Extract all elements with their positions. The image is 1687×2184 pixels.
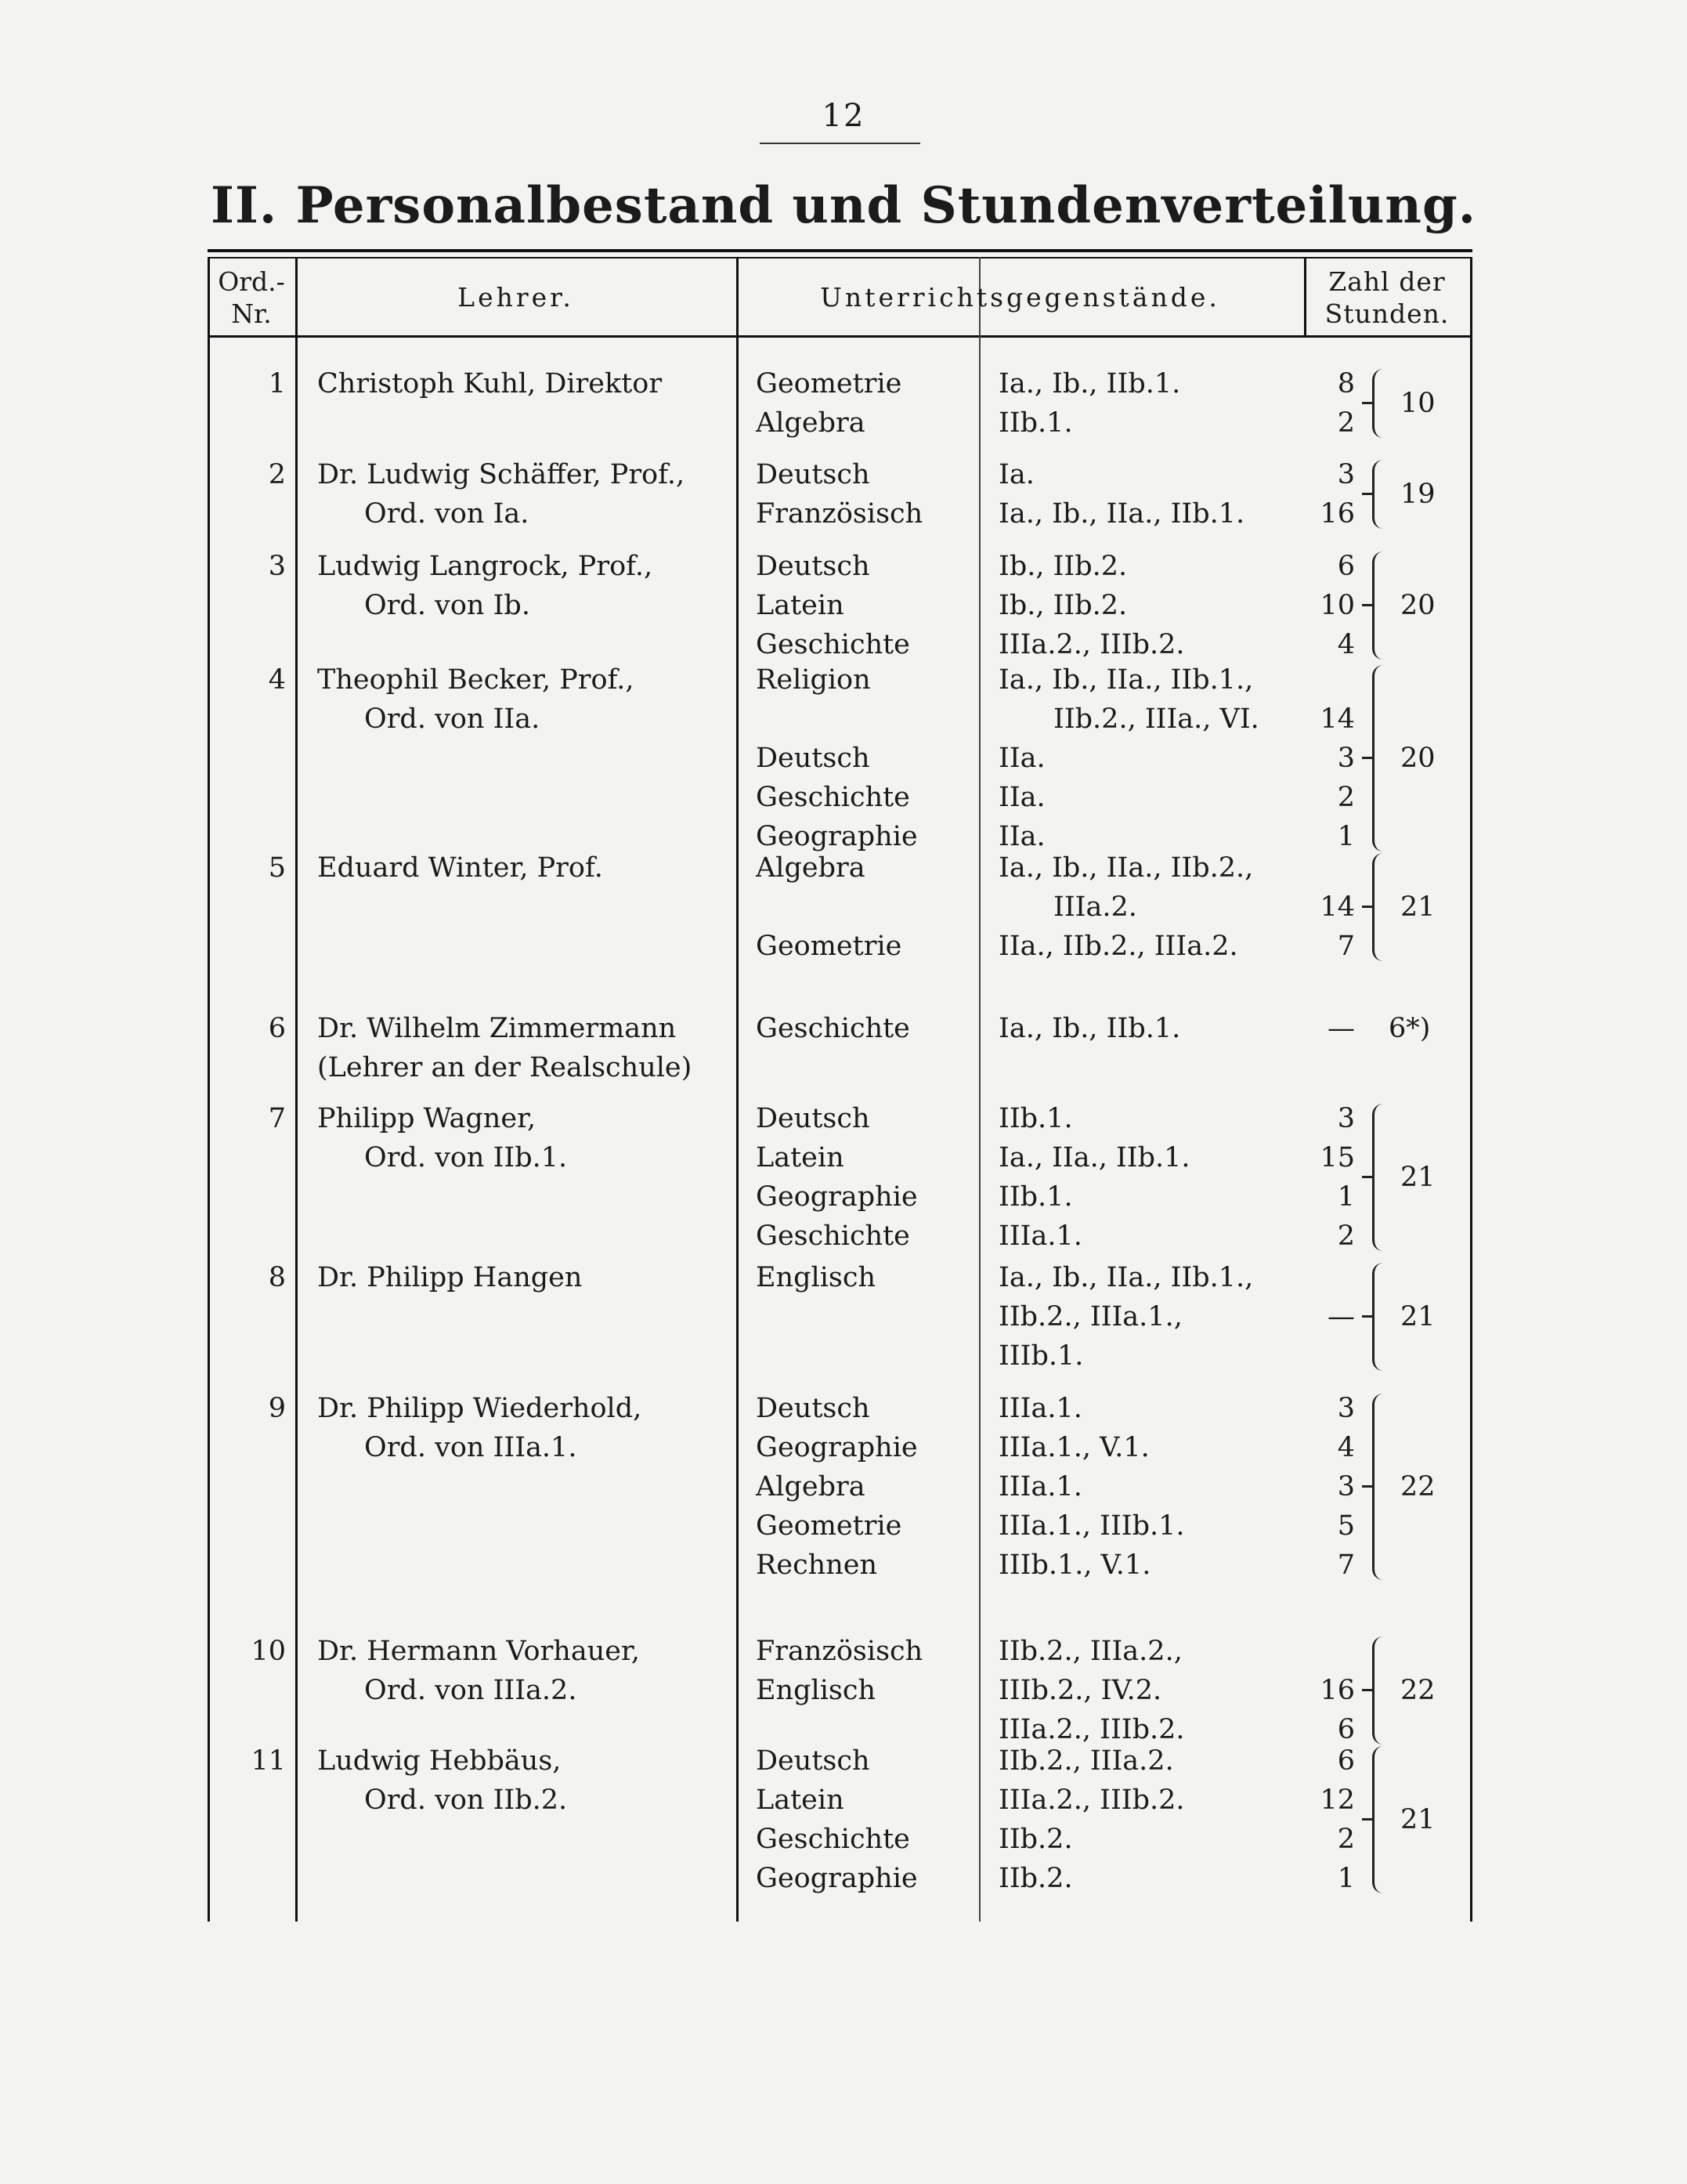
hours-value: 7 [1337, 1549, 1355, 1581]
header-hours-line1: Zahl der [1328, 266, 1446, 297]
subject-name: Geographie [756, 1863, 918, 1894]
hours-brace [1372, 1394, 1390, 1580]
subject-name: Englisch [756, 1675, 876, 1706]
classes-cell [999, 1389, 1328, 1585]
class-list: Ia., Ib., IIa., IIb.1. [999, 498, 1245, 530]
hours-value: 12 [1320, 1784, 1355, 1816]
class-list: Ia., IIa., IIb.1. [999, 1142, 1190, 1173]
hours-brace [1372, 1746, 1390, 1893]
row-number [208, 1009, 286, 1048]
hours-value: 3 [1337, 743, 1355, 774]
hours-value: 16 [1320, 498, 1355, 530]
classes-cell [999, 1632, 1328, 1749]
header-teacher: Lehrer. [457, 282, 574, 313]
hours-brace [1372, 369, 1390, 438]
subject-name: Geschichte [756, 1220, 910, 1252]
class-list: Ia. [999, 459, 1035, 490]
staff-table [208, 249, 1472, 1922]
table-row [208, 1009, 1472, 1087]
subject-name [756, 888, 991, 927]
hours-cell [1288, 1258, 1355, 1376]
classes-cell [999, 547, 1328, 664]
subject-name: Geschichte [756, 782, 910, 813]
subject-name: Geometrie [756, 1510, 902, 1542]
class-list: IIIa.1. [999, 1220, 1082, 1252]
subject-name: Latein [756, 1784, 844, 1816]
hours-brace [1372, 1636, 1390, 1745]
hours-brace [1372, 665, 1390, 852]
subject-name: Geschichte [756, 1013, 910, 1044]
subject-cell [756, 1099, 991, 1256]
total-hours: 19 [1400, 479, 1436, 510]
subject-cell [756, 1258, 991, 1297]
subject-cell [756, 848, 991, 966]
hours-value: — [1328, 1301, 1355, 1332]
teacher-name: Ludwig Hebbäus, [317, 1745, 562, 1777]
row-number-text: 5 [268, 852, 286, 884]
class-list: IIIa.2., IIIb.2. [999, 1714, 1185, 1745]
subject-name: Deutsch [756, 1393, 870, 1424]
class-list: Ib., IIb.2. [999, 551, 1128, 582]
teacher-role: Ord. von IIa. [364, 703, 540, 735]
table-row [208, 1389, 1472, 1585]
subject-name: Deutsch [756, 1103, 870, 1134]
row-number [208, 1741, 286, 1781]
hours-cell [1288, 1389, 1355, 1585]
total-hours: 10 [1400, 388, 1436, 419]
hours-value [1288, 848, 1355, 888]
classes-cell [999, 455, 1328, 533]
subject-name: Latein [756, 590, 844, 621]
subject-name: Geschichte [756, 629, 910, 660]
hours-value [1288, 1336, 1355, 1376]
subject-name: Algebra [756, 852, 865, 884]
subject-name: Geometrie [756, 931, 902, 962]
row-number [208, 660, 286, 700]
teacher-role: Ord. von Ia. [364, 498, 529, 530]
class-list: IIb.1. [999, 1103, 1073, 1134]
hours-cell [1288, 1009, 1355, 1048]
teacher-role: (Lehrer an der Realschule) [317, 1052, 692, 1083]
teacher-role: Ord. von Ib. [364, 590, 530, 621]
class-list: IIb.1. [999, 407, 1073, 439]
class-list: IIa., IIb.2., IIIa.2. [999, 931, 1238, 962]
class-list: Ib., IIb.2. [999, 590, 1128, 621]
hours-value: 4 [1337, 629, 1355, 660]
classes-cell [999, 1009, 1328, 1048]
class-list: Ia., Ib., IIa., IIb.1., [999, 664, 1254, 696]
class-list: IIIb.2., IV.2. [999, 1675, 1162, 1706]
teacher-role: Ord. von IIb.2. [364, 1784, 568, 1816]
teacher-name: Theophil Becker, Prof., [317, 664, 634, 696]
row-number-text: 11 [251, 1745, 286, 1777]
row-number [208, 1632, 286, 1671]
classes-cell [999, 660, 1328, 856]
teacher-name: Dr. Wilhelm Zimmermann [317, 1013, 677, 1044]
class-list: IIa. [999, 782, 1046, 813]
class-list: Ia., Ib., IIa., IIb.1., [999, 1262, 1254, 1293]
header-nr-line1: Ord.- [218, 266, 285, 297]
row-number [208, 1099, 286, 1138]
row-number-text: 2 [268, 459, 286, 490]
class-list: IIa. [999, 821, 1046, 852]
subject-name: Geographie [756, 1181, 918, 1213]
table-row [208, 547, 1472, 664]
hours-value: 8 [1337, 368, 1355, 400]
class-list: Ia., Ib., IIb.1. [999, 1013, 1181, 1044]
total-hours: 20 [1400, 590, 1436, 621]
hours-value: 2 [1337, 407, 1355, 439]
hours-value: 6 [1337, 551, 1355, 582]
subject-name: Geometrie [756, 368, 902, 400]
total-hours: 21 [1400, 1162, 1436, 1193]
class-list: IIb.2., IIIa.1., [999, 1301, 1183, 1332]
hours-value [1288, 1632, 1355, 1671]
hours-cell [1288, 364, 1355, 443]
row-number-text: 10 [251, 1636, 286, 1667]
total-hours: 21 [1400, 1804, 1436, 1835]
total-hours-note: 6*) [1389, 1013, 1431, 1044]
hours-brace [1372, 551, 1390, 660]
hours-brace [1372, 853, 1390, 961]
total-hours: 22 [1400, 1675, 1436, 1706]
hours-value: — [1328, 1013, 1355, 1044]
subject-name: Religion [756, 664, 871, 696]
class-list: IIb.2. [999, 1863, 1073, 1894]
class-list: IIb.2., IIIa.2., [999, 1636, 1183, 1667]
class-list: IIIa.2., IIIb.2. [999, 629, 1185, 660]
row-number-text: 4 [268, 664, 286, 696]
class-list: IIIa.2. [1053, 891, 1137, 923]
subject-name: Geschichte [756, 1824, 910, 1855]
classes-cell [999, 364, 1328, 443]
teacher-name: Dr. Philipp Hangen [317, 1262, 583, 1293]
hours-value [1288, 660, 1355, 700]
class-list: IIIa.2., IIIb.2. [999, 1784, 1185, 1816]
header-subjects: Unterrichtsgegenstände. [820, 282, 1220, 313]
page-title: II. Personalbestand und Stundenverteilung. [211, 176, 1476, 235]
row-number [208, 455, 286, 494]
hours-value: 15 [1320, 1142, 1355, 1173]
subject-cell [756, 1741, 991, 1898]
page-number-rule [760, 143, 920, 144]
class-list: Ia., Ib., IIb.1. [999, 368, 1181, 400]
hours-value: 4 [1337, 1432, 1355, 1463]
hours-cell [1288, 1632, 1355, 1749]
subject-name: Deutsch [756, 743, 870, 774]
teacher-name: Philipp Wagner, [317, 1103, 536, 1134]
classes-cell [999, 1099, 1328, 1256]
hours-cell [1288, 1741, 1355, 1898]
table-row [208, 455, 1472, 533]
hours-cell [1288, 547, 1355, 664]
subject-name: Rechnen [756, 1549, 878, 1581]
row-number-text: 6 [268, 1013, 286, 1044]
teacher-name: Eduard Winter, Prof. [317, 852, 603, 884]
table-row [208, 364, 1472, 443]
subject-cell [756, 364, 991, 443]
teacher-name: Dr. Hermann Vorhauer, [317, 1636, 640, 1667]
row-number [208, 547, 286, 586]
class-list: IIb.2. [999, 1824, 1073, 1855]
hours-cell [1288, 455, 1355, 533]
row-number-text: 7 [268, 1103, 286, 1134]
class-list: IIIa.1., IIIb.1. [999, 1510, 1185, 1542]
teacher-role: Ord. von IIIa.2. [364, 1675, 577, 1706]
hours-value: 2 [1337, 782, 1355, 813]
row-number [208, 364, 286, 403]
classes-cell [999, 1258, 1328, 1376]
table-top-rule [208, 249, 1472, 252]
hours-value: 3 [1337, 1471, 1355, 1502]
subject-name: Geographie [756, 1432, 918, 1463]
hours-cell [1288, 1099, 1355, 1256]
hours-brace [1372, 460, 1390, 529]
subject-cell [756, 1009, 991, 1048]
subject-name [756, 700, 991, 739]
row-number-text: 9 [268, 1393, 286, 1424]
subject-name: Deutsch [756, 551, 870, 582]
subject-name: Deutsch [756, 1745, 870, 1777]
hours-value: 1 [1337, 1181, 1355, 1213]
hours-value: 14 [1320, 703, 1355, 735]
class-list: IIb.1. [999, 1181, 1073, 1213]
subject-cell [756, 1632, 991, 1749]
row-number-text: 8 [268, 1262, 286, 1293]
row-number [208, 1258, 286, 1297]
subject-cell [756, 547, 991, 664]
subject-name: Französisch [756, 498, 923, 530]
hours-value: 1 [1337, 1863, 1355, 1894]
subject-cell [756, 660, 991, 856]
table-row [208, 1099, 1472, 1256]
hours-value: 3 [1337, 1393, 1355, 1424]
row-number-text: 3 [268, 551, 286, 582]
hours-value: 14 [1320, 891, 1355, 923]
class-list: IIIa.1. [999, 1471, 1082, 1502]
subject-cell [756, 1389, 991, 1585]
hours-cell [1288, 848, 1355, 966]
header-hours [1304, 263, 1470, 332]
subject-name: Geographie [756, 821, 918, 852]
hours-cell [1288, 660, 1355, 856]
row-number [208, 1389, 286, 1428]
hours-value: 6 [1337, 1714, 1355, 1745]
total-hours: 20 [1400, 743, 1436, 774]
subject-name: Latein [756, 1142, 844, 1173]
row-number [208, 848, 286, 888]
teacher-role: Ord. von IIIa.1. [364, 1432, 577, 1463]
total-hours: 22 [1400, 1471, 1436, 1502]
hours-value: 6 [1337, 1745, 1355, 1777]
teacher-name: Dr. Ludwig Schäffer, Prof., [317, 459, 685, 490]
table-row [208, 848, 1472, 966]
teacher-name: Christoph Kuhl, Direktor [317, 368, 663, 400]
subject-name: Deutsch [756, 459, 870, 490]
table-row [208, 660, 1472, 856]
header-hours-line2: Stunden. [1324, 298, 1450, 329]
class-list: Ia., Ib., IIa., IIb.2., [999, 852, 1254, 884]
classes-cell [999, 848, 1328, 966]
header-nr [208, 263, 295, 332]
class-list: IIIb.1. [999, 1340, 1084, 1372]
teacher-name: Ludwig Langrock, Prof., [317, 551, 653, 582]
table-row [208, 1258, 1472, 1372]
subject-name: Algebra [756, 407, 865, 439]
hours-value: 1 [1337, 821, 1355, 852]
class-list: IIb.2., IIIa., VI. [1053, 703, 1259, 735]
header-nr-line2: Nr. [231, 298, 272, 329]
class-list: IIIb.1., V.1. [999, 1549, 1151, 1581]
page-number: 12 [822, 98, 865, 134]
teacher-name: Dr. Philipp Wiederhold, [317, 1393, 642, 1424]
hours-value: 3 [1337, 459, 1355, 490]
table-row [208, 1741, 1472, 1898]
subject-name: Algebra [756, 1471, 865, 1502]
class-list: IIIa.1., V.1. [999, 1432, 1150, 1463]
total-hours: 21 [1400, 891, 1436, 923]
subject-cell [756, 455, 991, 533]
hours-value: 10 [1320, 590, 1355, 621]
hours-value: 5 [1337, 1510, 1355, 1542]
table-row [208, 1632, 1472, 1749]
hours-brace [1372, 1263, 1390, 1371]
teacher-role: Ord. von IIb.1. [364, 1142, 568, 1173]
class-list: IIa. [999, 743, 1046, 774]
table-header-rule [208, 335, 1472, 338]
hours-value: 2 [1337, 1824, 1355, 1855]
hours-value: 3 [1337, 1103, 1355, 1134]
subject-name: Englisch [756, 1262, 876, 1293]
hours-value: 7 [1337, 931, 1355, 962]
total-hours: 21 [1400, 1301, 1436, 1332]
table-top-rule-inner [208, 257, 1472, 259]
class-list: IIb.2., IIIa.2. [999, 1745, 1174, 1777]
subject-name: Französisch [756, 1636, 923, 1667]
hours-value [1288, 1258, 1355, 1297]
hours-brace [1372, 1104, 1390, 1251]
hours-value: 2 [1337, 1220, 1355, 1252]
row-number-text: 1 [268, 368, 286, 400]
classes-cell [999, 1741, 1328, 1898]
hours-value: 16 [1320, 1675, 1355, 1706]
class-list: IIIa.1. [999, 1393, 1082, 1424]
